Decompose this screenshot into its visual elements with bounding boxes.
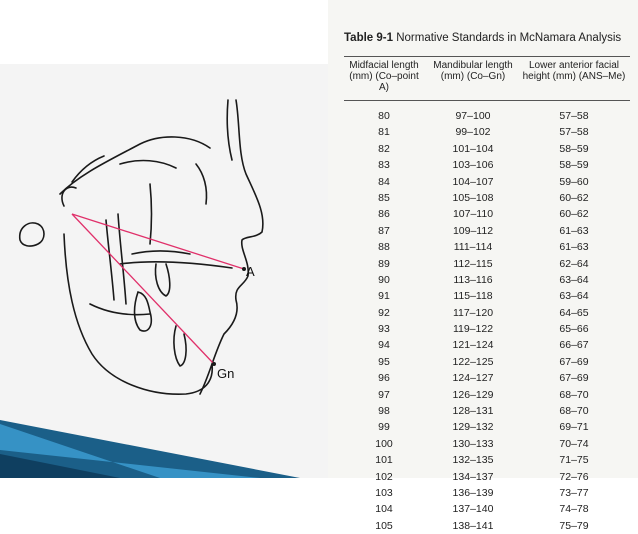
table-row <box>344 174 630 190</box>
table-title-text: Normative Standards in McNamara Analysis <box>396 32 622 44</box>
mandibular-length-cell: 111–114 <box>453 241 493 254</box>
lower-facial-height-cell: 58–59 <box>559 142 589 155</box>
midfacial-length-cell: 98 <box>378 405 390 418</box>
midfacial-length-cell: 105 <box>375 519 393 532</box>
midfacial-length-cell: 81 <box>378 126 390 139</box>
mandibular-length-cell: 129–132 <box>452 421 494 434</box>
midfacial-length-cell: 89 <box>378 257 390 270</box>
midfacial-length-cell: 103 <box>375 486 393 499</box>
mandibular-length-cell: 103–106 <box>452 159 494 172</box>
midfacial-length-cell: 83 <box>378 159 390 172</box>
mandibular-length-cell: 115–118 <box>453 290 493 303</box>
title-divider <box>344 56 630 57</box>
midfacial-length-cell: 86 <box>378 208 390 221</box>
mandibular-length-cell: 122–125 <box>452 355 494 368</box>
header-divider <box>344 100 630 101</box>
midfacial-length-cell: 99 <box>378 421 390 434</box>
mandibular-length-cell: 101–104 <box>452 142 494 155</box>
table-row <box>344 485 630 501</box>
table-row <box>344 124 630 140</box>
midfacial-length-cell: 82 <box>378 142 390 155</box>
mandibular-length-cell: 132–135 <box>452 454 494 467</box>
lower-facial-height-cell: 61–63 <box>559 224 589 237</box>
midfacial-length-cell: 97 <box>378 388 390 401</box>
mandibular-length-cell: 137–140 <box>452 503 494 516</box>
midfacial-length-cell: 87 <box>378 224 390 237</box>
table-row <box>344 321 630 337</box>
midfacial-length-cell: 80 <box>378 110 390 122</box>
point-a-label: A <box>246 264 255 279</box>
point-gn-label: Gn <box>217 366 235 381</box>
table-number: Table 9-1 <box>344 32 393 44</box>
midfacial-length-cell: 93 <box>378 323 390 336</box>
midfacial-length-cell: 100 <box>375 437 393 450</box>
mandibular-length-cell: 128–131 <box>452 405 494 418</box>
table-row <box>344 239 630 255</box>
decorative-wedge <box>0 400 300 478</box>
table-row <box>344 108 630 124</box>
mandibular-length-cell: 107–110 <box>452 208 494 221</box>
table-row <box>344 288 630 304</box>
mandibular-length-cell: 99–102 <box>455 126 491 139</box>
lower-facial-height-cell: 71–75 <box>559 454 589 467</box>
lower-facial-height-cell: 64–65 <box>559 306 589 319</box>
mandibular-length-cell: 121–124 <box>452 339 494 352</box>
table-body <box>344 108 630 534</box>
midfacial-length-cell: 88 <box>378 241 390 254</box>
mandibular-length-cell: 119–122 <box>452 323 494 336</box>
table-row <box>344 436 630 452</box>
lower-facial-height-cell: 63–64 <box>559 273 589 286</box>
mandibular-length-cell: 105–108 <box>452 191 494 204</box>
table-row <box>344 370 630 386</box>
mandibular-length-cell: 130–133 <box>452 437 494 450</box>
table-row <box>344 272 630 288</box>
lower-facial-height-cell: 72–76 <box>559 470 589 483</box>
midfacial-length-cell: 96 <box>378 372 390 385</box>
midfacial-length-cell: 91 <box>378 290 390 303</box>
mandibular-length-cell: 97–100 <box>455 110 491 122</box>
midfacial-length-cell: 85 <box>378 191 390 204</box>
lower-facial-height-cell: 57–58 <box>559 126 589 139</box>
lower-facial-height-cell: 66–67 <box>559 339 589 352</box>
table-title <box>344 32 634 45</box>
table-row <box>344 337 630 353</box>
lower-facial-height-cell: 67–69 <box>559 355 589 368</box>
mandibular-length-cell: 124–127 <box>452 372 494 385</box>
mandibular-length-cell: 136–139 <box>452 486 494 499</box>
mandibular-length-cell: 126–129 <box>452 388 494 401</box>
lower-facial-height-cell: 70–74 <box>559 437 589 450</box>
table-row <box>344 141 630 157</box>
mandibular-length-cell: 109–112 <box>452 224 494 237</box>
mandibular-length-cell: 112–115 <box>453 257 493 270</box>
table-row <box>344 403 630 419</box>
table-row <box>344 419 630 435</box>
table-row <box>344 190 630 206</box>
table-row <box>344 452 630 468</box>
midfacial-length-cell: 90 <box>378 273 390 286</box>
lower-facial-height-cell: 62–64 <box>559 257 589 270</box>
lower-facial-height-cell: 67–69 <box>559 372 589 385</box>
midfacial-length-cell: 102 <box>375 470 393 483</box>
table-row <box>344 469 630 485</box>
table-row <box>344 256 630 272</box>
lower-facial-height-cell: 61–63 <box>559 241 589 254</box>
lower-facial-height-cell: 74–78 <box>559 503 589 516</box>
midfacial-length-cell: 104 <box>375 503 393 516</box>
header-midfacial-length: Midfacial length (mm) (Co–point A) <box>349 60 419 93</box>
table-row <box>344 157 630 173</box>
point-gn-marker <box>212 362 216 366</box>
normative-standards-table <box>328 0 638 532</box>
lower-facial-height-cell: 60–62 <box>559 208 589 221</box>
midfacial-length-cell: 92 <box>378 306 390 319</box>
mandibular-length-cell: 134–137 <box>452 470 494 483</box>
header-mandibular-length: Mandibular length (mm) (Co–Gn) <box>433 60 513 82</box>
table-row <box>344 206 630 222</box>
table-row <box>344 387 630 403</box>
table-row <box>344 501 630 517</box>
lower-facial-height-cell: 58–59 <box>559 159 589 172</box>
lower-facial-height-cell: 59–60 <box>559 175 589 188</box>
midfacial-length-cell: 101 <box>375 454 393 467</box>
midfacial-length-cell: 84 <box>378 175 390 188</box>
lower-facial-height-cell: 73–77 <box>559 486 589 499</box>
lower-facial-height-cell: 68–70 <box>559 388 589 401</box>
lower-facial-height-cell: 57–58 <box>559 110 589 122</box>
lower-facial-height-cell: 63–64 <box>559 290 589 303</box>
table-row <box>344 354 630 370</box>
mandibular-length-cell: 117–120 <box>452 306 494 319</box>
midfacial-length-cell: 94 <box>378 339 390 352</box>
mandibular-length-cell: 138–141 <box>452 519 494 532</box>
lower-facial-height-cell: 60–62 <box>559 191 589 204</box>
header-lower-facial-height: Lower anterior facial height (mm) (ANS–Me) <box>522 60 626 82</box>
lower-facial-height-cell: 65–66 <box>559 323 589 336</box>
table-row <box>344 305 630 321</box>
lower-facial-height-cell: 75–79 <box>559 519 589 532</box>
lower-facial-height-cell: 68–70 <box>559 405 589 418</box>
lower-facial-height-cell: 69–71 <box>559 421 589 434</box>
table-row <box>344 223 630 239</box>
mandibular-length-cell: 104–107 <box>452 175 494 188</box>
mandibular-length-cell: 113–116 <box>453 273 493 286</box>
midfacial-length-cell: 95 <box>378 355 390 368</box>
table-row <box>344 518 630 534</box>
